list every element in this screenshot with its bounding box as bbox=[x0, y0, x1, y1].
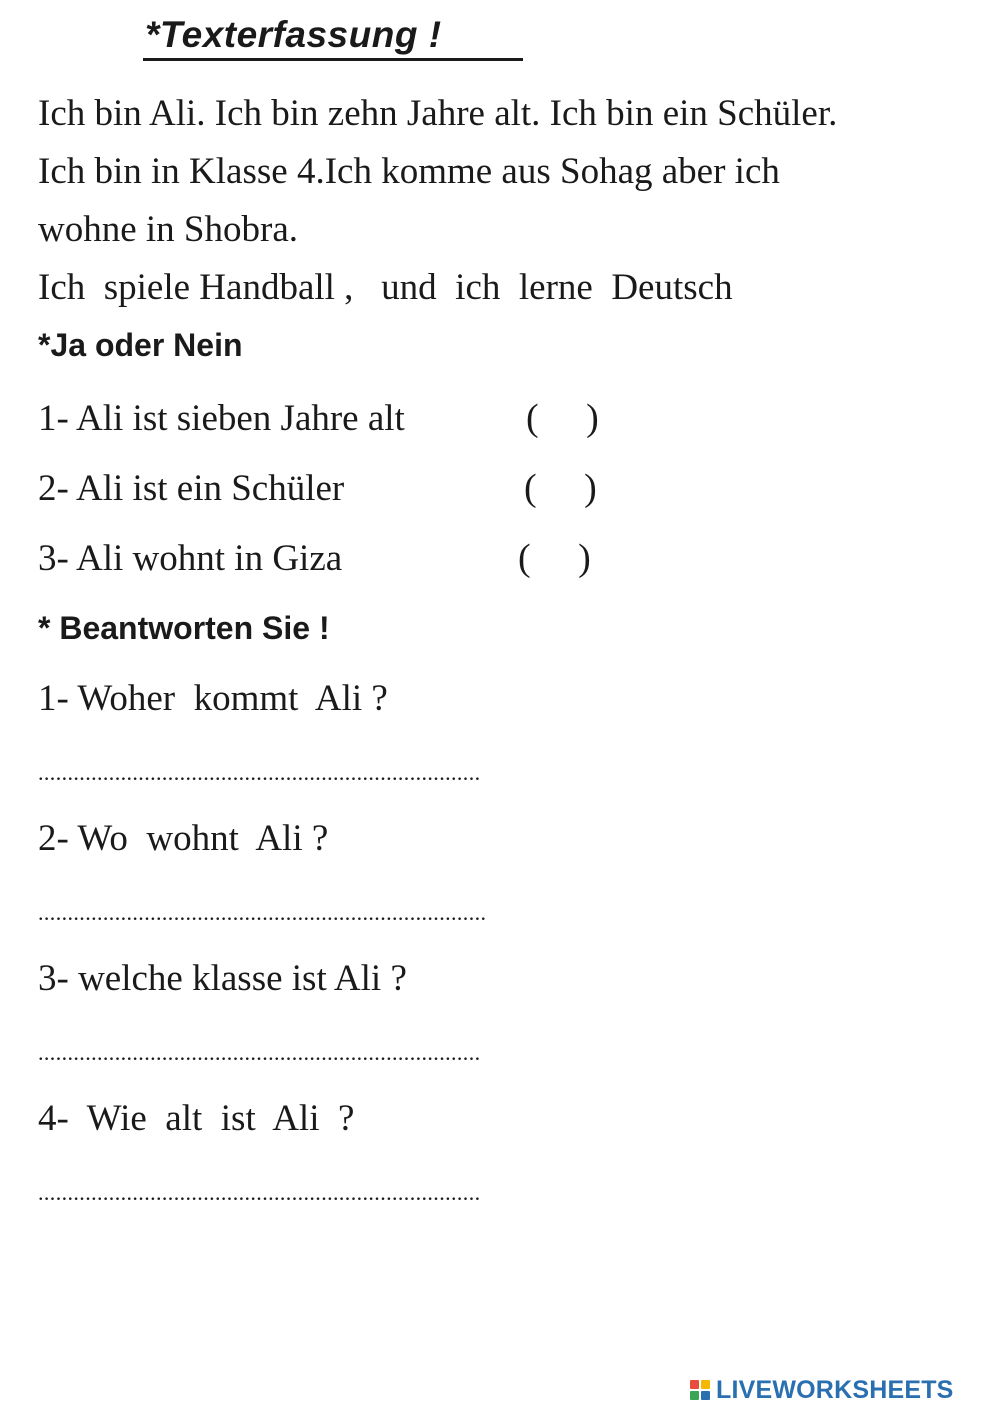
logo-square-green bbox=[690, 1391, 699, 1400]
liveworksheets-badge[interactable] bbox=[690, 1374, 990, 1408]
answer-bracket[interactable]: ( ) bbox=[524, 467, 597, 509]
passage-line: wohne in Shobra. bbox=[38, 209, 298, 250]
answer-field[interactable]: ........................................................................... bbox=[38, 760, 481, 785]
question-text: 4- Wie alt ist Ali ? bbox=[38, 1098, 355, 1139]
worksheet-title: *Texterfassung ! bbox=[145, 14, 442, 55]
liveworksheets-logo-icon bbox=[690, 1380, 712, 1402]
statement-text: 2- Ali ist ein Schüler bbox=[38, 468, 345, 509]
answer-bracket[interactable]: ( ) bbox=[518, 537, 591, 579]
answer-field[interactable]: ........................................................................... bbox=[38, 1180, 481, 1205]
question-text: 1- Woher kommt Ali ? bbox=[38, 678, 388, 719]
true-false-heading: *Ja oder Nein bbox=[38, 327, 243, 363]
passage-line: Ich bin Ali. Ich bin zehn Jahre alt. Ich bin ein Schüler. bbox=[38, 93, 838, 134]
logo-square-blue bbox=[701, 1391, 710, 1400]
liveworksheets-logo-text: LIVEWORKSHEETS bbox=[716, 1376, 954, 1404]
statement-text: 3- Ali wohnt in Giza bbox=[38, 538, 343, 579]
answer-bracket[interactable]: ( ) bbox=[526, 397, 599, 439]
question-text: 2- Wo wohnt Ali ? bbox=[38, 818, 329, 859]
title-underline bbox=[143, 58, 523, 61]
passage-line: Ich bin in Klasse 4.Ich komme aus Sohag aber ich bbox=[38, 151, 780, 192]
question-text: 3- welche klasse ist Ali ? bbox=[38, 958, 407, 999]
logo-square-yellow bbox=[701, 1380, 710, 1389]
passage-line: Ich spiele Handball , und ich lerne Deutsch bbox=[38, 267, 733, 308]
questions-heading: * Beantworten Sie ! bbox=[38, 610, 330, 646]
answer-field[interactable]: ............................................................................ bbox=[38, 900, 487, 925]
answer-field[interactable]: ........................................................................... bbox=[38, 1040, 481, 1065]
logo-square-red bbox=[690, 1380, 699, 1389]
statement-text: 1- Ali ist sieben Jahre alt bbox=[38, 398, 405, 439]
